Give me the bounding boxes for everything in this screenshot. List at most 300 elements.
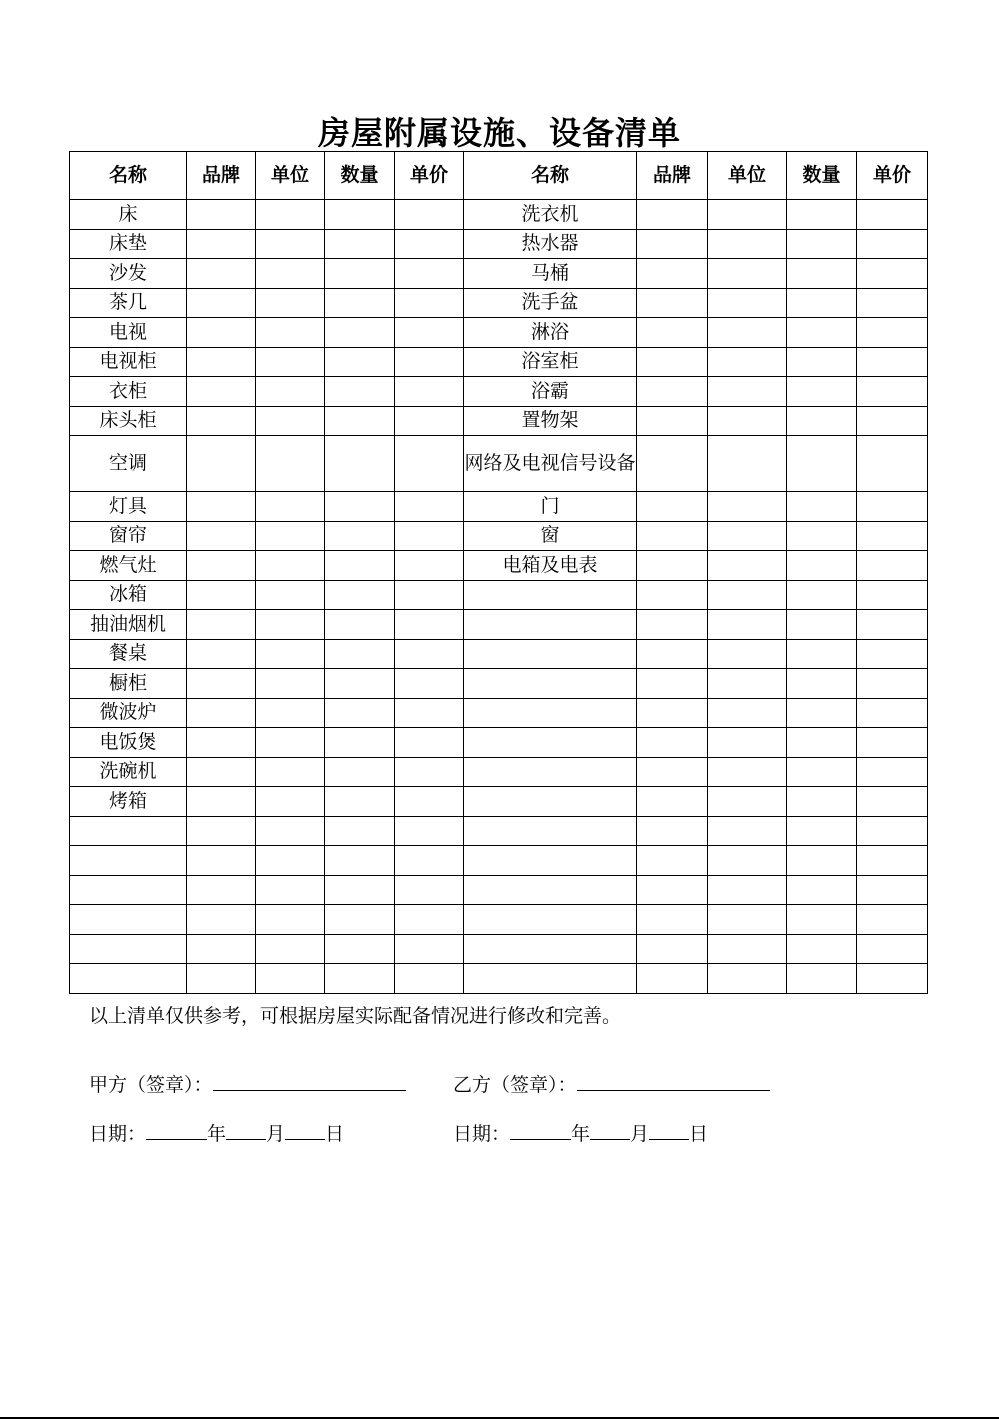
price-cell-left[interactable] xyxy=(395,964,464,994)
item-name-left: 洗碗机 xyxy=(70,757,187,787)
quantity-cell-left[interactable] xyxy=(325,318,395,348)
price-cell-left[interactable] xyxy=(395,406,464,436)
unit-cell-left[interactable] xyxy=(256,521,325,551)
party-b-date xyxy=(453,1117,708,1148)
unit-cell-right[interactable] xyxy=(708,580,787,610)
quantity-cell-left[interactable] xyxy=(325,610,395,640)
quantity-cell-right[interactable] xyxy=(787,229,857,259)
table-row xyxy=(70,669,928,699)
price-cell-right[interactable] xyxy=(857,288,928,318)
unit-cell-left[interactable] xyxy=(256,492,325,522)
year-label: 年 xyxy=(571,1123,591,1145)
price-cell-right[interactable] xyxy=(857,610,928,640)
unit-cell-right[interactable] xyxy=(708,934,787,964)
brand-cell-right[interactable] xyxy=(637,288,708,318)
quantity-cell-right[interactable] xyxy=(787,492,857,522)
table-row xyxy=(70,639,928,669)
table-row xyxy=(70,259,928,289)
brand-cell-right[interactable] xyxy=(637,728,708,758)
brand-cell-right[interactable] xyxy=(637,934,708,964)
brand-cell-right[interactable] xyxy=(637,551,708,581)
price-cell-left[interactable] xyxy=(395,905,464,935)
price-cell-left[interactable] xyxy=(395,436,464,492)
brand-cell-right[interactable] xyxy=(637,905,708,935)
table-row xyxy=(70,521,928,551)
item-name-left: 燃气灶 xyxy=(70,551,187,581)
month-blank[interactable] xyxy=(226,1117,266,1140)
unit-cell-right[interactable] xyxy=(708,259,787,289)
month-label: 月 xyxy=(266,1123,286,1145)
unit-cell-left[interactable] xyxy=(256,288,325,318)
item-name-left: 橱柜 xyxy=(70,669,187,699)
quantity-cell-left[interactable] xyxy=(325,406,395,436)
unit-cell-left[interactable] xyxy=(256,757,325,787)
price-cell-left[interactable] xyxy=(395,846,464,876)
unit-cell-left[interactable] xyxy=(256,875,325,905)
brand-cell-left[interactable] xyxy=(187,816,256,846)
price-cell-left[interactable] xyxy=(395,521,464,551)
table-row xyxy=(70,787,928,817)
unit-cell-right[interactable] xyxy=(708,318,787,348)
brand-cell-left[interactable] xyxy=(187,229,256,259)
table-row xyxy=(70,580,928,610)
brand-cell-left[interactable] xyxy=(187,377,256,407)
item-name-left: 衣柜 xyxy=(70,377,187,407)
unit-cell-left[interactable] xyxy=(256,905,325,935)
brand-cell-right[interactable] xyxy=(637,846,708,876)
unit-cell-right[interactable] xyxy=(708,288,787,318)
unit-cell-left[interactable] xyxy=(256,580,325,610)
brand-cell-left[interactable] xyxy=(187,436,256,492)
unit-cell-left[interactable] xyxy=(256,669,325,699)
brand-cell-left[interactable] xyxy=(187,669,256,699)
unit-cell-left[interactable] xyxy=(256,406,325,436)
unit-cell-right[interactable] xyxy=(708,846,787,876)
unit-cell-right[interactable] xyxy=(708,347,787,377)
unit-cell-right[interactable] xyxy=(708,816,787,846)
brand-cell-right[interactable] xyxy=(637,318,708,348)
quantity-cell-right[interactable] xyxy=(787,698,857,728)
table-row xyxy=(70,436,928,492)
quantity-cell-left[interactable] xyxy=(325,787,395,817)
table-row xyxy=(70,288,928,318)
header-brand-right: 品牌 xyxy=(637,152,708,200)
quantity-cell-left[interactable] xyxy=(325,580,395,610)
brand-cell-right[interactable] xyxy=(637,492,708,522)
unit-cell-right[interactable] xyxy=(708,610,787,640)
quantity-cell-left[interactable] xyxy=(325,377,395,407)
price-cell-right[interactable] xyxy=(857,436,928,492)
page-title: 房屋附属设施、设备清单 xyxy=(317,114,681,152)
quantity-cell-left[interactable] xyxy=(325,816,395,846)
quantity-cell-left[interactable] xyxy=(325,934,395,964)
item-name-right: 淋浴 xyxy=(464,318,637,348)
quantity-cell-left[interactable] xyxy=(325,200,395,230)
price-cell-right[interactable] xyxy=(857,934,928,964)
quantity-cell-left[interactable] xyxy=(325,347,395,377)
price-cell-left[interactable] xyxy=(395,875,464,905)
year-blank[interactable] xyxy=(146,1117,207,1140)
unit-cell-left[interactable] xyxy=(256,377,325,407)
quantity-cell-right[interactable] xyxy=(787,436,857,492)
item-name-right: 电箱及电表 xyxy=(464,551,637,581)
table-row xyxy=(70,875,928,905)
unit-cell-right[interactable] xyxy=(708,728,787,758)
quantity-cell-right[interactable] xyxy=(787,905,857,935)
table-row xyxy=(70,728,928,758)
price-cell-right[interactable] xyxy=(857,377,928,407)
unit-cell-left[interactable] xyxy=(256,964,325,994)
price-cell-right[interactable] xyxy=(857,905,928,935)
quantity-cell-left[interactable] xyxy=(325,757,395,787)
brand-cell-left[interactable] xyxy=(187,639,256,669)
header-brand-left: 品牌 xyxy=(187,152,256,200)
equipment-table xyxy=(69,151,928,994)
brand-cell-left[interactable] xyxy=(187,964,256,994)
table-row xyxy=(70,846,928,876)
price-cell-right[interactable] xyxy=(857,639,928,669)
unit-cell-left[interactable] xyxy=(256,347,325,377)
brand-cell-right[interactable] xyxy=(637,406,708,436)
unit-cell-right[interactable] xyxy=(708,905,787,935)
price-cell-right[interactable] xyxy=(857,757,928,787)
brand-cell-left[interactable] xyxy=(187,259,256,289)
brand-cell-left[interactable] xyxy=(187,318,256,348)
price-cell-right[interactable] xyxy=(857,521,928,551)
quantity-cell-right[interactable] xyxy=(787,259,857,289)
price-cell-left[interactable] xyxy=(395,229,464,259)
unit-cell-right[interactable] xyxy=(708,229,787,259)
table-row xyxy=(70,905,928,935)
day-blank[interactable] xyxy=(285,1117,325,1140)
brand-cell-left[interactable] xyxy=(187,757,256,787)
unit-cell-left[interactable] xyxy=(256,318,325,348)
quantity-cell-right[interactable] xyxy=(787,200,857,230)
quantity-cell-right[interactable] xyxy=(787,551,857,581)
price-cell-left[interactable] xyxy=(395,610,464,640)
quantity-cell-left[interactable] xyxy=(325,229,395,259)
quantity-cell-right[interactable] xyxy=(787,347,857,377)
item-name-left: 电视柜 xyxy=(70,347,187,377)
item-name-left: 空调 xyxy=(70,436,187,492)
unit-cell-left[interactable] xyxy=(256,934,325,964)
price-cell-right[interactable] xyxy=(857,492,928,522)
brand-cell-left[interactable] xyxy=(187,875,256,905)
unit-cell-left[interactable] xyxy=(256,846,325,876)
quantity-cell-right[interactable] xyxy=(787,757,857,787)
price-cell-left[interactable] xyxy=(395,259,464,289)
unit-cell-left[interactable] xyxy=(256,698,325,728)
unit-cell-right[interactable] xyxy=(708,406,787,436)
price-cell-left[interactable] xyxy=(395,318,464,348)
item-name-left: 电视 xyxy=(70,318,187,348)
quantity-cell-left[interactable] xyxy=(325,288,395,318)
quantity-cell-left[interactable] xyxy=(325,639,395,669)
page-bottom-rule xyxy=(0,1417,999,1419)
price-cell-left[interactable] xyxy=(395,639,464,669)
unit-cell-right[interactable] xyxy=(708,377,787,407)
brand-cell-right[interactable] xyxy=(637,757,708,787)
quantity-cell-left[interactable] xyxy=(325,964,395,994)
brand-cell-left[interactable] xyxy=(187,492,256,522)
quantity-cell-left[interactable] xyxy=(325,846,395,876)
quantity-cell-right[interactable] xyxy=(787,875,857,905)
brand-cell-right[interactable] xyxy=(637,229,708,259)
price-cell-right[interactable] xyxy=(857,347,928,377)
party-b-signature-line[interactable] xyxy=(577,1068,770,1091)
unit-cell-right[interactable] xyxy=(708,521,787,551)
unit-cell-left[interactable] xyxy=(256,610,325,640)
unit-cell-right[interactable] xyxy=(708,492,787,522)
quantity-cell-left[interactable] xyxy=(325,669,395,699)
quantity-cell-left[interactable] xyxy=(325,259,395,289)
quantity-cell-right[interactable] xyxy=(787,639,857,669)
item-name-right: 热水器 xyxy=(464,229,637,259)
day-blank[interactable] xyxy=(649,1117,689,1140)
quantity-cell-right[interactable] xyxy=(787,728,857,758)
unit-cell-left[interactable] xyxy=(256,200,325,230)
item-name-left: 冰箱 xyxy=(70,580,187,610)
unit-cell-right[interactable] xyxy=(708,551,787,581)
brand-cell-left[interactable] xyxy=(187,347,256,377)
brand-cell-right[interactable] xyxy=(637,347,708,377)
price-cell-right[interactable] xyxy=(857,846,928,876)
table-row xyxy=(70,200,928,230)
item-name-right: 门 xyxy=(464,492,637,522)
unit-cell-right[interactable] xyxy=(708,436,787,492)
quantity-cell-left[interactable] xyxy=(325,492,395,522)
table-header-row xyxy=(70,152,928,200)
quantity-cell-right[interactable] xyxy=(787,318,857,348)
brand-cell-left[interactable] xyxy=(187,728,256,758)
quantity-cell-left[interactable] xyxy=(325,728,395,758)
quantity-cell-right[interactable] xyxy=(787,846,857,876)
price-cell-left[interactable] xyxy=(395,288,464,318)
year-label: 年 xyxy=(207,1123,227,1145)
brand-cell-left[interactable] xyxy=(187,580,256,610)
item-name-right xyxy=(464,875,637,905)
quantity-cell-right[interactable] xyxy=(787,406,857,436)
price-cell-left[interactable] xyxy=(395,728,464,758)
item-name-left: 床头柜 xyxy=(70,406,187,436)
footnote: 以上清单仅供参考，可根据房屋实际配备情况进行修改和完善。 xyxy=(89,1005,622,1027)
year-blank[interactable] xyxy=(510,1117,571,1140)
brand-cell-right[interactable] xyxy=(637,669,708,699)
price-cell-right[interactable] xyxy=(857,669,928,699)
item-name-right xyxy=(464,698,637,728)
quantity-cell-right[interactable] xyxy=(787,669,857,699)
quantity-cell-left[interactable] xyxy=(325,698,395,728)
price-cell-right[interactable] xyxy=(857,200,928,230)
brand-cell-right[interactable] xyxy=(637,787,708,817)
price-cell-right[interactable] xyxy=(857,698,928,728)
header-name-left: 名称 xyxy=(70,152,187,200)
table-row xyxy=(70,551,928,581)
price-cell-left[interactable] xyxy=(395,492,464,522)
unit-cell-left[interactable] xyxy=(256,229,325,259)
item-name-left xyxy=(70,846,187,876)
table-row xyxy=(70,406,928,436)
unit-cell-left[interactable] xyxy=(256,787,325,817)
brand-cell-left[interactable] xyxy=(187,846,256,876)
party-a-label: 甲方（签章）： xyxy=(89,1074,213,1096)
quantity-cell-right[interactable] xyxy=(787,610,857,640)
unit-cell-right[interactable] xyxy=(708,200,787,230)
quantity-cell-right[interactable] xyxy=(787,787,857,817)
item-name-left xyxy=(70,816,187,846)
quantity-cell-right[interactable] xyxy=(787,377,857,407)
item-name-right: 窗 xyxy=(464,521,637,551)
unit-cell-left[interactable] xyxy=(256,551,325,581)
month-blank[interactable] xyxy=(590,1117,630,1140)
unit-cell-right[interactable] xyxy=(708,669,787,699)
quantity-cell-left[interactable] xyxy=(325,521,395,551)
quantity-cell-right[interactable] xyxy=(787,521,857,551)
table-row xyxy=(70,492,928,522)
brand-cell-left[interactable] xyxy=(187,200,256,230)
item-name-right xyxy=(464,728,637,758)
brand-cell-right[interactable] xyxy=(637,875,708,905)
item-name-right: 置物架 xyxy=(464,406,637,436)
price-cell-left[interactable] xyxy=(395,580,464,610)
unit-cell-left[interactable] xyxy=(256,259,325,289)
item-name-right: 洗衣机 xyxy=(464,200,637,230)
quantity-cell-right[interactable] xyxy=(787,964,857,994)
price-cell-right[interactable] xyxy=(857,551,928,581)
item-name-right: 网络及电视信号设备 xyxy=(464,436,637,492)
brand-cell-left[interactable] xyxy=(187,406,256,436)
unit-cell-right[interactable] xyxy=(708,875,787,905)
price-cell-left[interactable] xyxy=(395,787,464,817)
table-row xyxy=(70,816,928,846)
table-row xyxy=(70,757,928,787)
quantity-cell-right[interactable] xyxy=(787,288,857,318)
brand-cell-left[interactable] xyxy=(187,551,256,581)
table-row xyxy=(70,318,928,348)
day-label: 日 xyxy=(325,1123,345,1145)
quantity-cell-left[interactable] xyxy=(325,875,395,905)
price-cell-left[interactable] xyxy=(395,934,464,964)
item-name-right xyxy=(464,934,637,964)
item-name-left: 床 xyxy=(70,200,187,230)
brand-cell-left[interactable] xyxy=(187,288,256,318)
item-name-left: 电饭煲 xyxy=(70,728,187,758)
price-cell-left[interactable] xyxy=(395,347,464,377)
brand-cell-left[interactable] xyxy=(187,521,256,551)
unit-cell-right[interactable] xyxy=(708,787,787,817)
price-cell-right[interactable] xyxy=(857,875,928,905)
price-cell-left[interactable] xyxy=(395,551,464,581)
item-name-right xyxy=(464,787,637,817)
table-row xyxy=(70,698,928,728)
brand-cell-left[interactable] xyxy=(187,698,256,728)
price-cell-left[interactable] xyxy=(395,669,464,699)
brand-cell-right[interactable] xyxy=(637,698,708,728)
price-cell-left[interactable] xyxy=(395,698,464,728)
unit-cell-right[interactable] xyxy=(708,964,787,994)
unit-cell-right[interactable] xyxy=(708,639,787,669)
party-a-signature xyxy=(89,1068,406,1099)
unit-cell-left[interactable] xyxy=(256,728,325,758)
table-row xyxy=(70,347,928,377)
price-cell-right[interactable] xyxy=(857,728,928,758)
quantity-cell-left[interactable] xyxy=(325,436,395,492)
header-quantity-left: 数量 xyxy=(325,152,395,200)
price-cell-right[interactable] xyxy=(857,259,928,289)
item-name-right xyxy=(464,964,637,994)
item-name-right xyxy=(464,905,637,935)
brand-cell-right[interactable] xyxy=(637,200,708,230)
month-label: 月 xyxy=(630,1123,650,1145)
brand-cell-right[interactable] xyxy=(637,964,708,994)
item-name-right: 马桶 xyxy=(464,259,637,289)
item-name-right xyxy=(464,639,637,669)
quantity-cell-right[interactable] xyxy=(787,580,857,610)
brand-cell-left[interactable] xyxy=(187,787,256,817)
quantity-cell-right[interactable] xyxy=(787,934,857,964)
quantity-cell-right[interactable] xyxy=(787,816,857,846)
table-row xyxy=(70,964,928,994)
brand-cell-left[interactable] xyxy=(187,610,256,640)
unit-cell-right[interactable] xyxy=(708,757,787,787)
quantity-cell-left[interactable] xyxy=(325,905,395,935)
date-label: 日期： xyxy=(89,1123,147,1145)
brand-cell-right[interactable] xyxy=(637,521,708,551)
unit-cell-left[interactable] xyxy=(256,436,325,492)
brand-cell-right[interactable] xyxy=(637,436,708,492)
price-cell-left[interactable] xyxy=(395,377,464,407)
brand-cell-left[interactable] xyxy=(187,934,256,964)
unit-cell-left[interactable] xyxy=(256,816,325,846)
table-row xyxy=(70,934,928,964)
price-cell-right[interactable] xyxy=(857,406,928,436)
price-cell-left[interactable] xyxy=(395,757,464,787)
brand-cell-right[interactable] xyxy=(637,816,708,846)
price-cell-right[interactable] xyxy=(857,816,928,846)
day-label: 日 xyxy=(689,1123,709,1145)
item-name-left xyxy=(70,964,187,994)
unit-cell-left[interactable] xyxy=(256,639,325,669)
header-price-left: 单价 xyxy=(395,152,464,200)
brand-cell-left[interactable] xyxy=(187,905,256,935)
unit-cell-right[interactable] xyxy=(708,698,787,728)
party-a-date xyxy=(89,1117,344,1148)
brand-cell-right[interactable] xyxy=(637,259,708,289)
item-name-right xyxy=(464,610,637,640)
price-cell-right[interactable] xyxy=(857,964,928,994)
brand-cell-right[interactable] xyxy=(637,377,708,407)
table-row xyxy=(70,377,928,407)
price-cell-right[interactable] xyxy=(857,318,928,348)
quantity-cell-left[interactable] xyxy=(325,551,395,581)
item-name-right xyxy=(464,580,637,610)
brand-cell-right[interactable] xyxy=(637,580,708,610)
price-cell-left[interactable] xyxy=(395,816,464,846)
brand-cell-right[interactable] xyxy=(637,639,708,669)
item-name-right: 洗手盆 xyxy=(464,288,637,318)
price-cell-right[interactable] xyxy=(857,787,928,817)
header-name-right: 名称 xyxy=(464,152,637,200)
party-a-signature-line[interactable] xyxy=(213,1068,406,1091)
price-cell-right[interactable] xyxy=(857,580,928,610)
price-cell-left[interactable] xyxy=(395,200,464,230)
item-name-right xyxy=(464,816,637,846)
header-unit-right: 单位 xyxy=(708,152,787,200)
price-cell-right[interactable] xyxy=(857,229,928,259)
header-quantity-right: 数量 xyxy=(787,152,857,200)
brand-cell-right[interactable] xyxy=(637,610,708,640)
item-name-left: 抽油烟机 xyxy=(70,610,187,640)
